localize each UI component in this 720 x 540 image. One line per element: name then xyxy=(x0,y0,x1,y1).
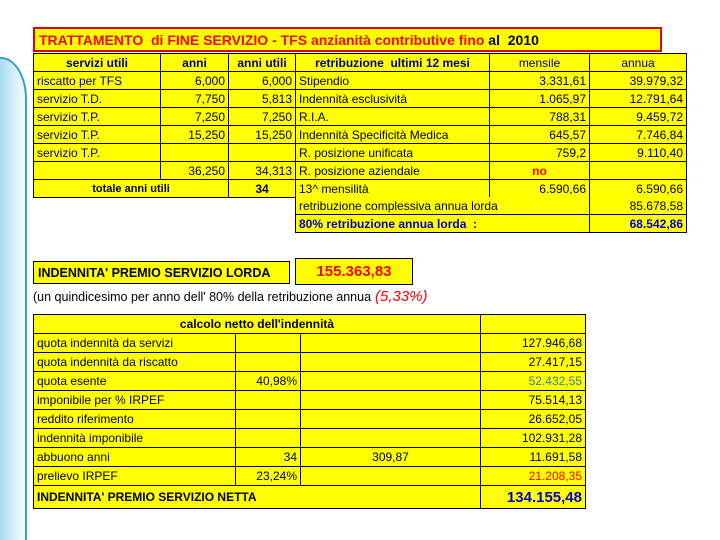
mensile-cell: 788,31 xyxy=(490,108,590,126)
annua-cell: 7.746,84 xyxy=(590,126,687,144)
column-header: anni xyxy=(161,54,229,72)
netto-v1 xyxy=(236,334,301,353)
ottanta-percento-label: 80% retribuzione annua lorda : xyxy=(296,215,590,233)
netto-amount: 26.652,05 xyxy=(481,410,586,429)
anni-cell xyxy=(161,144,229,162)
anni-cell: 15,250 xyxy=(161,126,229,144)
netto-v2 xyxy=(301,391,481,410)
anni-cell: 6,000 xyxy=(161,72,229,90)
netta-total-label: INDENNITA' PREMIO SERVIZIO NETTA xyxy=(34,486,481,509)
voce-cell: Indennità Specificità Medica xyxy=(296,126,490,144)
netto-v1 xyxy=(236,410,301,429)
service-table xyxy=(33,53,687,198)
voce-cell: Stipendio xyxy=(296,72,490,90)
netto-amount: 11.691,58 xyxy=(481,448,586,467)
servizio-cell: servizio T.P. xyxy=(34,144,161,162)
annua-cell: 39.979,32 xyxy=(590,72,687,90)
column-header: anni utili xyxy=(229,54,296,72)
left-decorative-band xyxy=(0,57,27,540)
netto-label: quota indennità da riscatto xyxy=(34,353,236,372)
netto-v2 xyxy=(301,353,481,372)
voce-cell: R.I.A. xyxy=(296,108,490,126)
servizio-cell: servizio T.D. xyxy=(34,90,161,108)
retribuzione-complessiva-label: retribuzione complessiva annua lorda xyxy=(296,197,590,215)
anni-utili-cell: 15,250 xyxy=(229,126,296,144)
anni-utili-cell: 6,000 xyxy=(229,72,296,90)
netto-label: indennità imponibile xyxy=(34,429,236,448)
netto-label: imponibile per % IRPEF xyxy=(34,391,236,410)
servizio-cell: servizio T.P. xyxy=(34,108,161,126)
ottanta-percento-value: 68.542,86 xyxy=(590,215,687,233)
column-header: servizi utili xyxy=(34,54,161,72)
netto-table-header: calcolo netto dell'indennità xyxy=(34,315,481,334)
mensile-no-cell: no xyxy=(490,162,590,180)
mensile-cell: 1.065,97 xyxy=(490,90,590,108)
mensile-cell: 3.331,61 xyxy=(490,72,590,90)
servizio-cell: servizio T.P. xyxy=(34,126,161,144)
netto-v1: 23,24% xyxy=(236,467,301,486)
anni-utili-total-cell: 34,313 xyxy=(229,162,296,180)
netta-total-value: 134.155,48 xyxy=(481,486,586,509)
anni-cell: 7,250 xyxy=(161,108,229,126)
indennita-lorda-value: 155.363,83 xyxy=(295,258,413,285)
retribuzione-complessiva-value: 85.678,58 xyxy=(590,197,687,215)
netto-v2 xyxy=(301,410,481,429)
annua-cell: 9.459,72 xyxy=(590,108,687,126)
netto-v1: 40,98% xyxy=(236,372,301,391)
note-text: (un quindicesimo per anno dell' 80% della retribuzione annua xyxy=(33,290,372,304)
voce-cell: R. posizione unificata xyxy=(296,144,490,162)
anni-utili-cell: 5,813 xyxy=(229,90,296,108)
netto-v1 xyxy=(236,353,301,372)
netto-label: reddito riferimento xyxy=(34,410,236,429)
mensile-cell: 6.590,66 xyxy=(490,180,590,198)
netto-label: quota indennità da servizi xyxy=(34,334,236,353)
netto-v2 xyxy=(301,372,481,391)
note-percentage: (5,33%) xyxy=(375,288,428,305)
totale-anni-utili-label: totale anni utili xyxy=(34,180,229,198)
mensile-cell: 759,2 xyxy=(490,144,590,162)
netto-amount-prelievo: 21.208,35 xyxy=(481,467,586,486)
column-header: annua xyxy=(590,54,687,72)
netto-v1: 34 xyxy=(236,448,301,467)
anni-utili-cell: 7,250 xyxy=(229,108,296,126)
netto-amount: 102.931,28 xyxy=(481,429,586,448)
anni-utili-cell xyxy=(229,144,296,162)
indennita-lorda-label: INDENNITA' PREMIO SERVIZIO LORDA xyxy=(33,261,290,284)
netto-header-spacer xyxy=(481,315,586,334)
netto-v1 xyxy=(236,429,301,448)
netto-v1 xyxy=(236,391,301,410)
netto-v2 xyxy=(301,429,481,448)
netto-v2 xyxy=(301,334,481,353)
column-header: retribuzione ultimi 12 mesi xyxy=(296,54,490,72)
anni-total-cell: 36,250 xyxy=(161,162,229,180)
netto-amount: 75.514,13 xyxy=(481,391,586,410)
totale-anni-utili-value: 34 xyxy=(229,180,296,198)
servizio-cell xyxy=(34,162,161,180)
annua-cell: 9.110,40 xyxy=(590,144,687,162)
annua-cell xyxy=(590,162,687,180)
netto-amount: 127.946,68 xyxy=(481,334,586,353)
servizio-cell: riscatto per TFS xyxy=(34,72,161,90)
column-header: mensile xyxy=(490,54,590,72)
title-main: TRATTAMENTO di FINE SERVIZIO - TFS anzianità contributive fino xyxy=(39,31,485,48)
voce-cell: 13^ mensilità xyxy=(296,180,490,198)
netto-label: prelievo IRPEF xyxy=(34,467,236,486)
page-title xyxy=(33,27,662,52)
mensile-cell: 645,57 xyxy=(490,126,590,144)
anni-cell: 7,750 xyxy=(161,90,229,108)
note-line xyxy=(33,288,428,310)
netto-table xyxy=(33,314,586,509)
netto-label: abbuono anni xyxy=(34,448,236,467)
netto-amount: 27.417,15 xyxy=(481,353,586,372)
netto-v2 xyxy=(301,467,481,486)
netto-amount-quota-esente: 52.432,55 xyxy=(481,372,586,391)
annua-cell: 6.590,66 xyxy=(590,180,687,198)
retribuzione-summary-table xyxy=(295,197,687,233)
netto-v2: 309,87 xyxy=(301,448,481,467)
title-year: al 2010 xyxy=(484,31,539,48)
voce-cell: R. posizione aziendale xyxy=(296,162,490,180)
voce-cell: Indennità esclusività xyxy=(296,90,490,108)
netto-label: quota esente xyxy=(34,372,236,391)
annua-cell: 12.791,64 xyxy=(590,90,687,108)
